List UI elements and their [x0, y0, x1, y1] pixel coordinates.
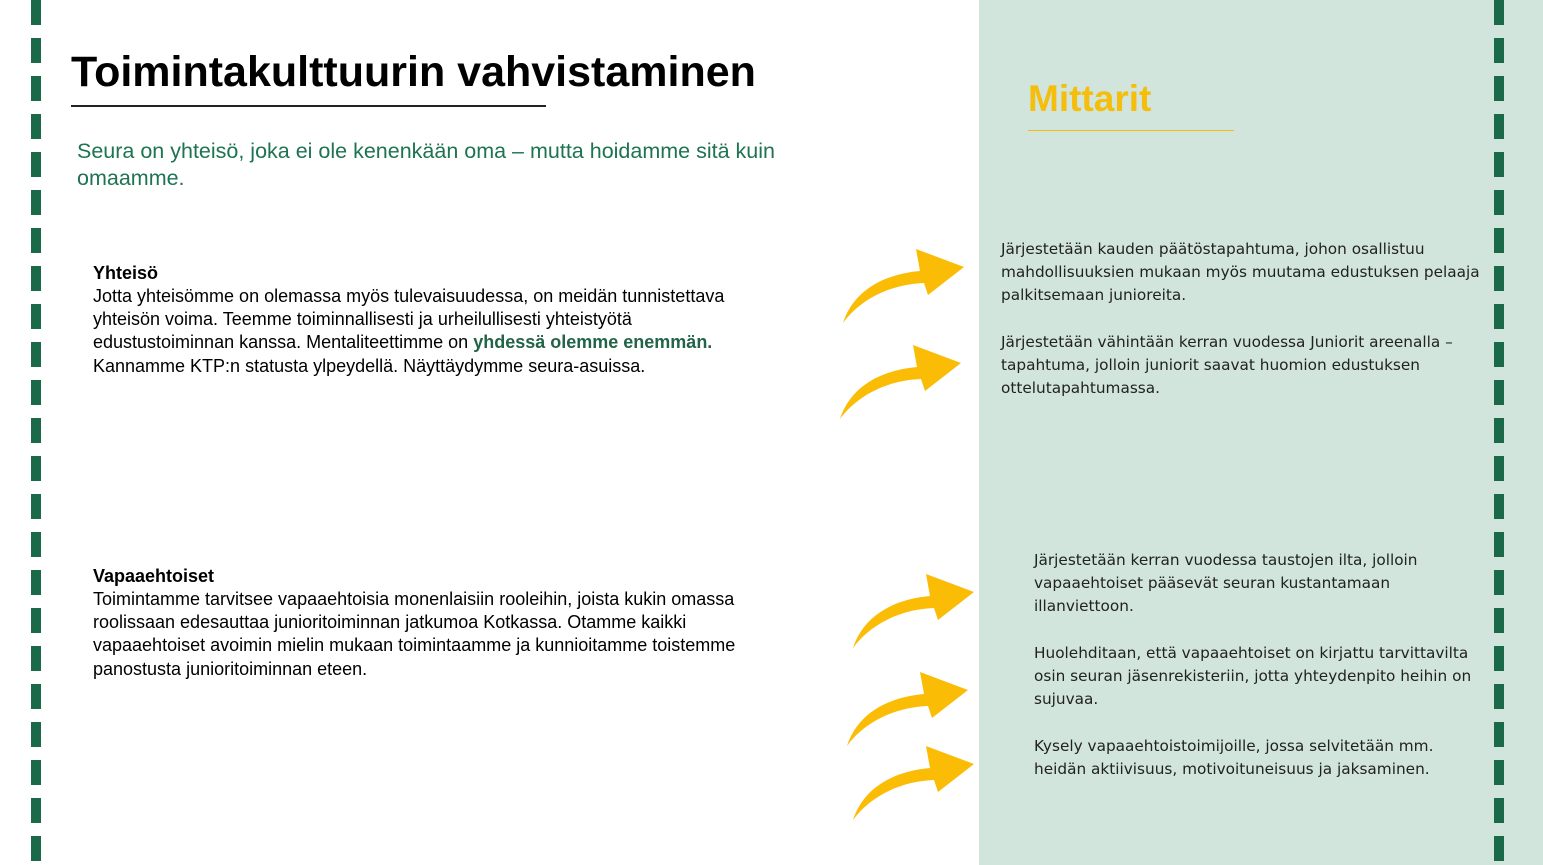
- section-vapaaehtoiset: [93, 565, 773, 681]
- section-text-after: Kannamme KTP:n statusta ylpeydellä. Näyttäydymme seura-asuissa.: [93, 355, 646, 376]
- metrics-title: Mittarit: [1028, 78, 1152, 119]
- left-dashed-border: [31, 0, 41, 865]
- curved-arrow-icon: [837, 343, 963, 421]
- section-heading: Yhteisö: [93, 263, 159, 283]
- section-yhteiso: [93, 262, 773, 378]
- curved-arrow-icon: [844, 670, 970, 748]
- subtitle: Seura on yhteisö, joka ei ole kenenkään oma – mutta hoidamme sitä kuin omaamme.: [77, 139, 775, 190]
- section-text: Jotta yhteisömme on olemassa myös tulevaisuudessa, on meidän tunnistettava yhteisön voima. Teemme toiminnallisesti ja urheilullisesti yhteistyötä edustustoiminnan kanssa. Mentaliteettimme on: [93, 286, 725, 353]
- curved-arrow-icon: [840, 247, 966, 325]
- metric-item: Järjestetään kerran vuodessa taustojen ilta, jolloin vapaaehtoiset pääsevät seuran kustantamaan illanviettoon.: [1034, 551, 1418, 616]
- curved-arrow-icon: [850, 744, 976, 822]
- metrics-title-underline: [1028, 130, 1234, 131]
- metric-item: Huolehditaan, että vapaaehtoiset on kirjattu tarvittavilta osin seuran jäsenrekisteriin, jotta yhteydenpito heihin on sujuvaa.: [1034, 644, 1472, 709]
- metric-item: Järjestetään vähintään kerran vuodessa Juniorit areenalla –tapahtuma, jolloin juniorit saavat huomion edustuksen ottelutapahtumassa.: [1001, 333, 1453, 398]
- metric-item: Järjestetään kauden päätöstapahtuma, johon osallistuu mahdollisuuksien mukaan myös muutama edustuksen pelaaja palkitsemaan junioreita.: [1001, 240, 1480, 305]
- title-underline: [71, 105, 546, 107]
- section-heading: Vapaaehtoiset: [93, 566, 215, 586]
- page-title: Toimintakulttuurin vahvistaminen: [71, 48, 756, 96]
- section-highlight: yhdessä olemme enemmän.: [473, 332, 713, 353]
- curved-arrow-icon: [850, 572, 976, 650]
- right-dashed-border: [1494, 0, 1504, 865]
- section-body: Toimintamme tarvitsee vapaaehtoisia monenlaisiin rooleihin, joista kukin omassa roolissaan edesauttaa junioritoiminnan jatkumoa Kotkassa. Otamme kaikki vapaaehtoiset avoimin mielin mukaan toimintaamme ja kunnioitamme toistemme panostusta junioritoiminnan eteen.: [93, 589, 736, 679]
- metric-item: Kysely vapaaehtoistoimijoille, jossa selvitetään mm. heidän aktiivisuus, motivoituneisuus ja jaksaminen.: [1034, 737, 1434, 779]
- section-body: [93, 285, 773, 378]
